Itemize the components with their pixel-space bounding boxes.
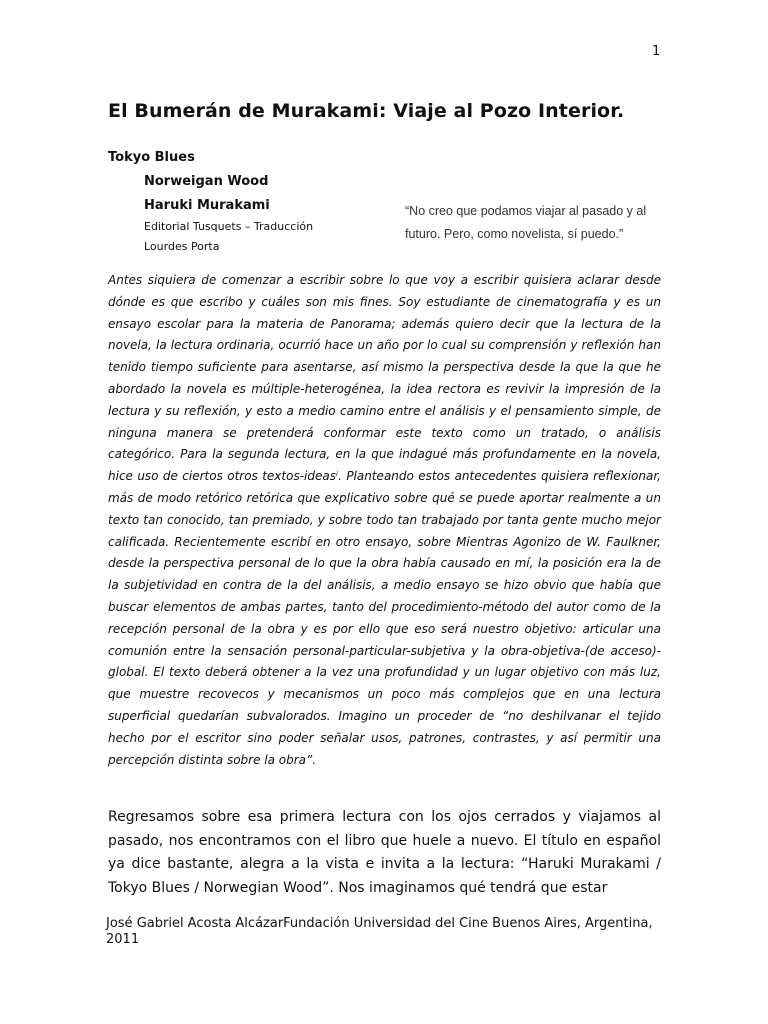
body-paragraph: Regresamos sobre esa primera lectura con los ojos cerrados y viajamos al pasado, nos encontramos con el libro que huele a nuevo. El título en español ya dice bastante, alegra a la vista e invita a la lectura: “Haruki Murakami / Tokyo Blues / Norwegian Wood”. Nos imaginamos qué tendrá que estar — [108, 809, 661, 896]
book-translator: Lourdes Porta — [144, 240, 220, 253]
page-footer: José Gabriel Acosta AlcázarFundación Universidad del Cine Buenos Aires, Argentina, 2011 — [106, 916, 653, 947]
intro-paragraph: Antes siquiera de comenzar a escribir sobre lo que voy a escribir quisiera aclarar desde dónde es que escribo y cuáles son mis fines. Soy estudiante de cinematografía y es un ensayo escolar para la materia de Panorama; además quiero decir que la lectura de la novela, la lectura ordinaria, ocurrió hace un año por lo cual su comprensión y reflexión han tenido tiempo suficiente para asentarse, así mismo la perspectiva desde la que la que he abordado la novela es múltiple-heterogénea, la idea rectora es revivir la impresión de la lectura y su reflexión, y esto a medio camino entre el análisis y el pensamiento simple, de ninguna manera se pretenderá conformar este texto como un tratado, o análisis categórico. Para la segunda lectura, en la que indagué más profundamente en la novela, hice uso de ciertos otros textos-ideasⁱ. Planteando estos antecedentes quisiera reflexionar, más de modo retórico retórica que explicativo sobre qué se puede aportar realmente a un texto tan conocido, tan premiado, y sobre todo tan trabajado por tanta gente mucho mejor calificada. Recientemente escribí en otro ensayo, sobre Mientras Agonizo de W. Faulkner, desde la perspectiva personal de lo que la obra había causado en mí, la posición era la de la subjetividad en contra de la del análisis, a medio ensayo se hizo obvio que había que buscar elementos de ambas partes, tanto del procedimiento-método del autor como de la recepción personal de la obra y es por ello que eso será nuestro objetivo: articular una comunión entre la sensación personal-particular-subjetiva y la obra-objetiva-(de acceso)-global. El texto deberá obtener a la vez una profundidad y un lugar objetivo con más luz, que muestre recovecos y mecanismos un poco más complejos que en una lectura superficial quedarían subvalorados. Imagino un proceder de “no deshilvanar el tejido hecho por el escritor sino poder señalar usos, patrones, contrastes, y así permitir una percepción distinta sobre la obra”. — [108, 273, 661, 767]
book-title-es: Tokyo Blues — [108, 150, 195, 165]
book-title-en: Norweigan Wood — [144, 174, 269, 189]
epigraph-quote: “No creo que podamos viajar al pasado y al futuro. Pero, como novelista, sí puedo.” — [405, 204, 647, 241]
page-number: 1 — [652, 44, 661, 59]
document-title: El Bumerán de Murakami: Viaje al Pozo Interior. — [108, 100, 625, 122]
book-publisher: Editorial Tusquets – Traducción — [144, 220, 314, 233]
book-author: Haruki Murakami — [144, 198, 270, 213]
